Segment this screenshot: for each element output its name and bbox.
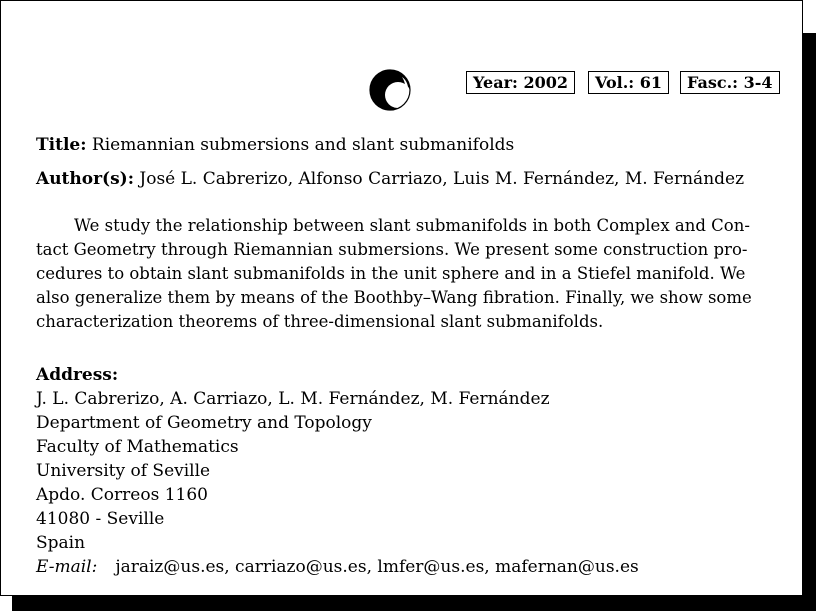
volume-badge: Vol.: 61 [588, 71, 669, 94]
authors-line [36, 168, 744, 190]
title-label: Title: [36, 135, 87, 155]
abstract-line: We study the relationship between slant submanifolds in both Complex and Con- [74, 216, 750, 235]
abstract-line: cedures to obtain slant submanifolds in the unit sphere and in a Stiefel manifold. We [36, 264, 746, 283]
abstract-line: characterization theorems of three-dimensional slant submanifolds. [36, 312, 604, 331]
address-line: Spain [36, 533, 86, 553]
year-badge: Year: 2002 [466, 71, 575, 94]
address-line: Department of Geometry and Topology [36, 413, 372, 433]
address-line: Faculty of Mathematics [36, 437, 239, 457]
email-addresses[interactable]: jaraiz@us.es, carriazo@us.es, lmfer@us.es, mafernan@us.es [115, 557, 639, 577]
abstract [36, 214, 774, 334]
authors-label: Author(s): [36, 169, 134, 189]
card-shadow-bottom [12, 596, 816, 611]
card-shadow-right [803, 33, 816, 611]
abstract-line: tact Geometry through Riemannian submersions. We present some construction pro- [36, 240, 748, 259]
abstract-line: also generalize them by means of the Boothby–Wang fibration. Finally, we show some [36, 288, 752, 307]
address-line: University of Seville [36, 461, 211, 481]
article-title: Riemannian submersions and slant submanifolds [91, 135, 515, 155]
fascicle-badge: Fasc.: 3-4 [680, 71, 780, 94]
title-line [36, 134, 514, 156]
address-line: 41080 - Seville [36, 509, 165, 529]
email-label: E-mail: [36, 557, 98, 577]
email-line [36, 556, 639, 578]
address-line: J. L. Cabrerizo, A. Carriazo, L. M. Fernández, M. Fernández [36, 389, 550, 409]
journal-logo-icon [368, 68, 412, 112]
address-line: Apdo. Correos 1160 [36, 485, 208, 505]
address-label: Address: [36, 365, 119, 385]
authors-text: José L. Cabrerizo, Alfonso Carriazo, Luis M. Fernández, M. Fernández [139, 169, 745, 189]
